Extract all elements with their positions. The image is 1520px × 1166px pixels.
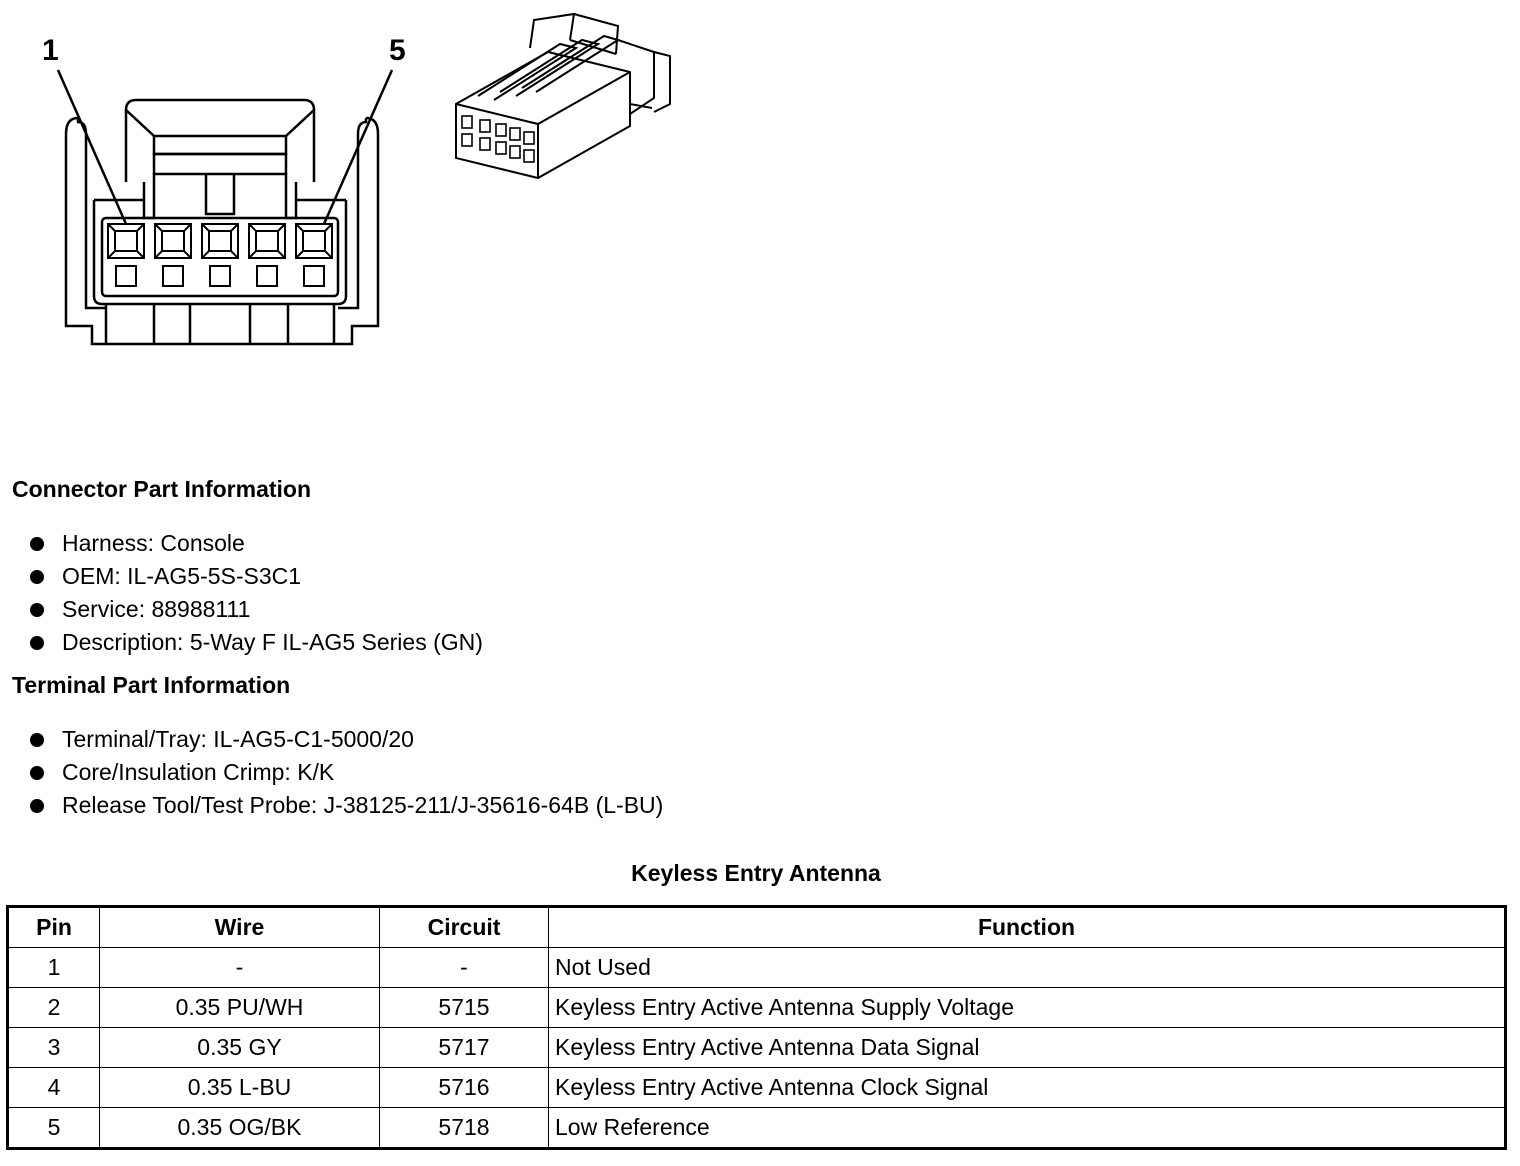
cell-wire: - xyxy=(100,948,380,988)
cell-pin: 3 xyxy=(8,1028,100,1068)
cell-pin: 2 xyxy=(8,988,100,1028)
cell-wire: 0.35 GY xyxy=(100,1028,380,1068)
terminal-info-tray: Terminal/Tray: IL-AG5-C1-5000/20 xyxy=(28,723,663,756)
bullet-icon xyxy=(30,733,44,747)
cell-circuit: 5718 xyxy=(380,1108,549,1149)
cell-function: Not Used xyxy=(549,948,1506,988)
pin-cavity-1 xyxy=(108,224,144,258)
cell-function: Keyless Entry Active Antenna Supply Voltage xyxy=(549,988,1506,1028)
cell-wire: 0.35 PU/WH xyxy=(100,988,380,1028)
terminal-info-heading: Terminal Part Information xyxy=(12,672,291,698)
header-pin: Pin xyxy=(8,907,100,948)
cell-function: Low Reference xyxy=(549,1108,1506,1149)
pin-table xyxy=(6,905,1507,1150)
cell-pin: 4 xyxy=(8,1068,100,1108)
connector-isometric-diagram xyxy=(448,8,680,183)
table-header-row xyxy=(8,907,1506,948)
terminal-info-list xyxy=(28,723,663,822)
cell-circuit: 5716 xyxy=(380,1068,549,1108)
pin-cavity-3 xyxy=(202,224,238,258)
table-row xyxy=(8,1028,1506,1068)
connector-info-harness: Harness: Console xyxy=(28,527,483,560)
connector-info-service: Service: 88988111 xyxy=(28,593,483,626)
connector-face-diagram xyxy=(30,30,400,360)
terminal-info-tool: Release Tool/Test Probe: J-38125-211/J-35616-64B (L-BU) xyxy=(28,789,663,822)
table-row xyxy=(8,1108,1506,1149)
pin-cavity-2 xyxy=(155,224,191,258)
bullet-icon xyxy=(30,537,44,551)
bullet-icon xyxy=(30,766,44,780)
pin-1-callout: 1 xyxy=(42,34,59,67)
pin-cavity-5 xyxy=(296,224,332,258)
pin-cavities xyxy=(108,224,332,286)
bullet-icon xyxy=(30,603,44,617)
cell-wire: 0.35 L-BU xyxy=(100,1068,380,1108)
table-row xyxy=(8,948,1506,988)
cell-pin: 5 xyxy=(8,1108,100,1149)
table-row xyxy=(8,1068,1506,1108)
bullet-icon xyxy=(30,636,44,650)
cell-function: Keyless Entry Active Antenna Data Signal xyxy=(549,1028,1506,1068)
pin-5-callout: 5 xyxy=(389,34,406,67)
table-row xyxy=(8,988,1506,1028)
bullet-icon xyxy=(30,799,44,813)
cell-pin: 1 xyxy=(8,948,100,988)
header-wire: Wire xyxy=(100,907,380,948)
cell-circuit: 5717 xyxy=(380,1028,549,1068)
connector-info-description: Description: 5-Way F IL-AG5 Series (GN) xyxy=(28,626,483,659)
header-circuit: Circuit xyxy=(380,907,549,948)
table-title: Keyless Entry Antenna xyxy=(631,860,881,886)
connector-info-oem: OEM: IL-AG5-5S-S3C1 xyxy=(28,560,483,593)
connector-info-heading: Connector Part Information xyxy=(12,476,312,502)
iso-pin-openings xyxy=(462,116,534,162)
terminal-info-crimp: Core/Insulation Crimp: K/K xyxy=(28,756,663,789)
cell-function: Keyless Entry Active Antenna Clock Signal xyxy=(549,1068,1506,1108)
header-function: Function xyxy=(549,907,1506,948)
cell-circuit: 5715 xyxy=(380,988,549,1028)
bullet-icon xyxy=(30,570,44,584)
pin-cavity-4 xyxy=(249,224,285,258)
cell-wire: 0.35 OG/BK xyxy=(100,1108,380,1149)
connector-info-list xyxy=(28,527,483,659)
cell-circuit: - xyxy=(380,948,549,988)
iso-body xyxy=(456,52,630,178)
